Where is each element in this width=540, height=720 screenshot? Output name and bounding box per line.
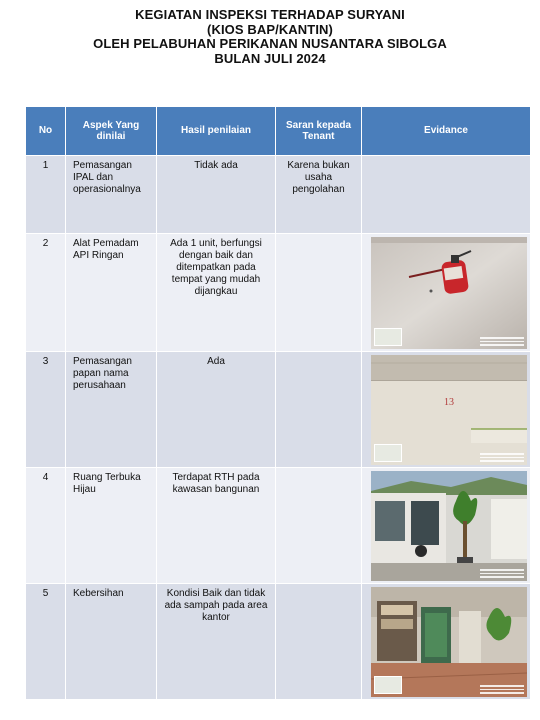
row-number: 5 [26,584,66,700]
row-number: 1 [26,156,66,234]
evidence-cell [362,352,531,468]
result-cell: Tidak ada [157,156,276,234]
title-line-1: KEGIATAN INSPEKSI TERHADAP SURYANI [135,7,405,22]
row-number: 2 [26,234,66,352]
result-cell: Ada 1 unit, berfungsi dengan baik dan ditempatkan pada tempat yang mudah dijangkau [157,234,276,352]
fire-extinguisher-photo [371,237,527,349]
green-space-image [371,471,527,581]
table-row [26,584,531,700]
header-saran: Saran kepada Tenant [276,107,362,156]
title-line-3: OLEH PELABUHAN PERIKANAN NUSANTARA SIBOLGA [93,36,447,51]
table-row [26,234,531,352]
result-cell: Kondisi Baik dan tidak ada sampah pada area kantor [157,584,276,700]
header-aspek: Aspek Yang dinilai [66,107,157,156]
title-line-2: (KIOS BAP/KANTIN) [207,21,333,37]
cleanliness-photo [371,587,527,697]
geotag-stamp [480,569,524,578]
advice-cell [276,468,362,584]
evidence-cell [362,234,531,352]
table-header-row [26,107,531,156]
evidence-cell-empty [362,156,531,234]
row-number: 4 [26,468,66,584]
header-no: No [26,107,66,156]
green-space-photo [371,471,527,581]
aspect-cell: Kebersihan [66,584,157,700]
map-thumbnail [374,328,402,346]
advice-cell [276,234,362,352]
aspect-cell: Pemasangan IPAL dan operasionalnya [66,156,157,234]
table-row [26,352,531,468]
map-thumbnail [374,676,402,694]
aspect-cell: Pemasangan papan nama perusahaan [66,352,157,468]
table-row [26,468,531,584]
geotag-stamp [480,685,524,694]
table-row [26,156,531,234]
geotag-stamp [480,337,524,346]
nameboard-photo [371,355,527,465]
evidence-cell [362,468,531,584]
geotag-stamp [480,453,524,462]
row-number: 3 [26,352,66,468]
advice-cell [276,584,362,700]
aspect-cell: Ruang Terbuka Hijau [66,468,157,584]
header-evidance: Evidance [362,107,531,156]
result-cell: Ada [157,352,276,468]
result-cell: Terdapat RTH pada kawasan bangunan [157,468,276,584]
header-hasil: Hasil penilaian [157,107,276,156]
advice-cell: Karena bukan usaha pengolahan [276,156,362,234]
inspection-table [25,106,531,700]
aspect-cell: Alat Pemadam API Ringan [66,234,157,352]
advice-cell [276,352,362,468]
evidence-cell [362,584,531,700]
page-title [0,8,540,66]
door-number: 13 [444,397,454,408]
map-thumbnail [374,444,402,462]
title-line-4: BULAN JULI 2024 [214,50,326,66]
